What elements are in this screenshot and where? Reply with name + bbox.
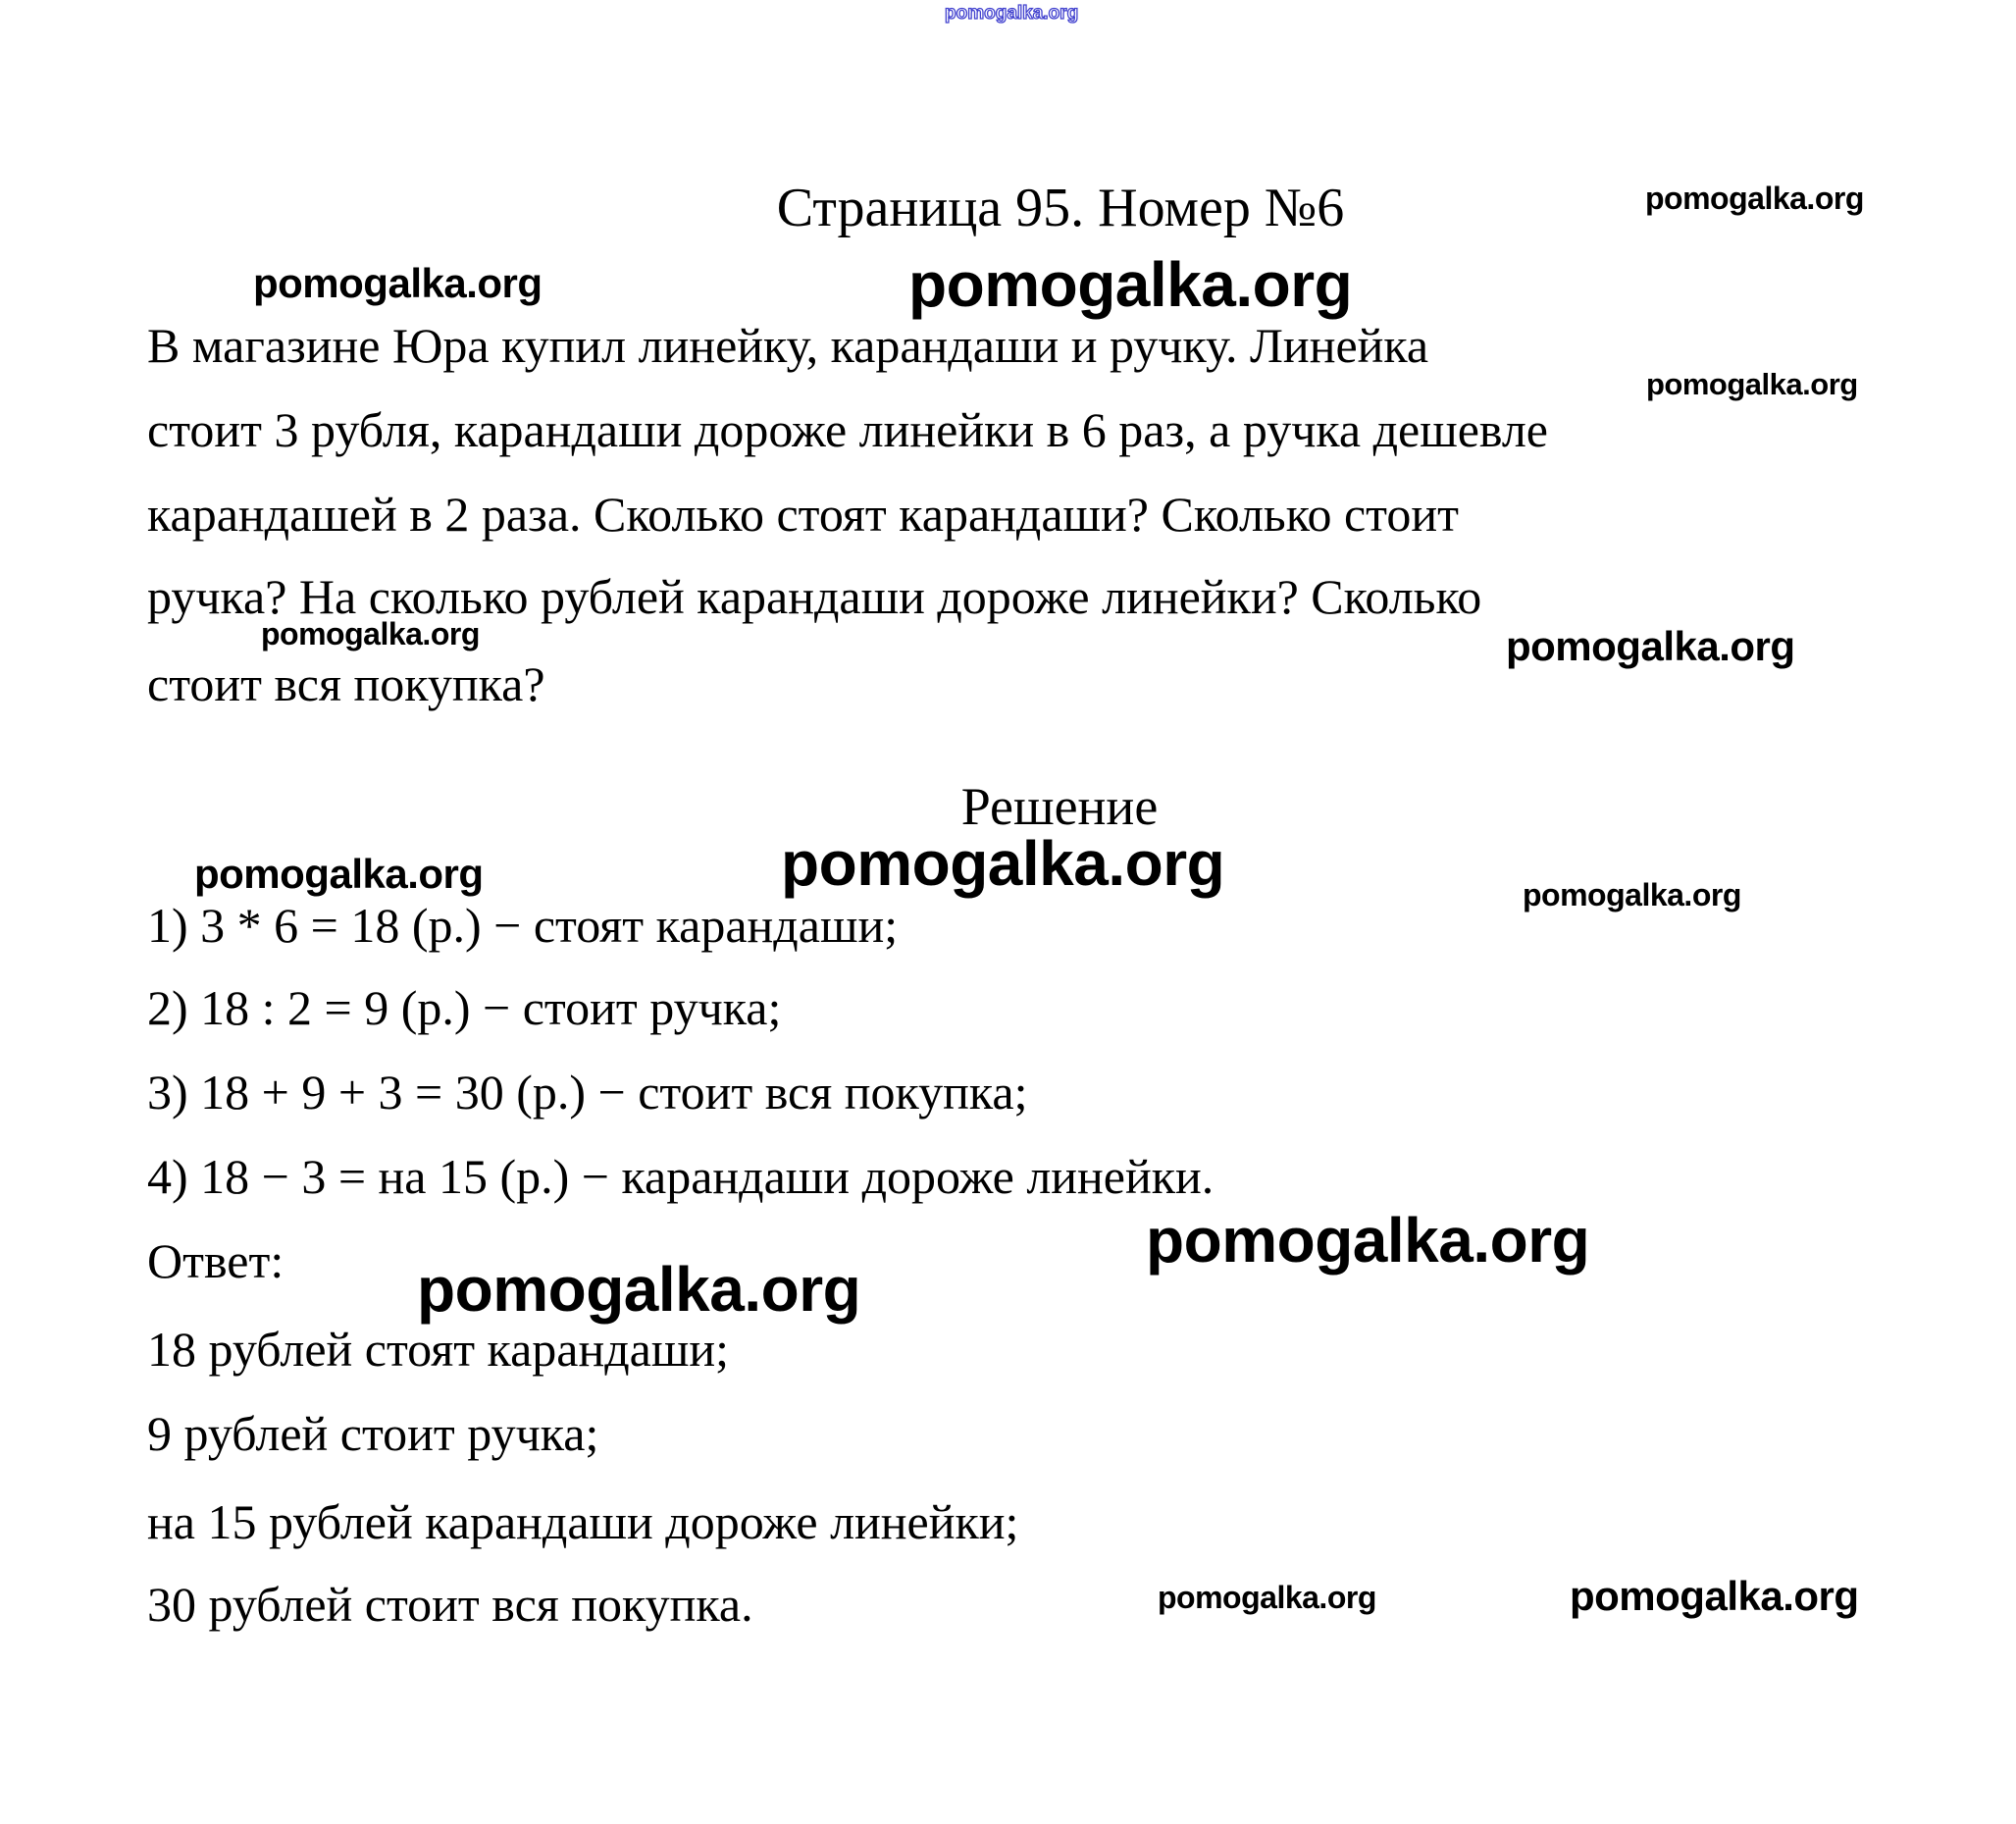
watermark-mid-right: pomogalka.org — [1506, 623, 1795, 669]
solution-heading: Решение — [960, 777, 1159, 836]
watermark-bottom-center: pomogalka.org — [1158, 1580, 1376, 1615]
solution-step-4: 4) 18 − 3 = на 15 (р.) − карандаши дороже линейки. — [147, 1149, 1215, 1204]
solution-step-3: 3) 18 + 9 + 3 = 30 (р.) − стоит вся покупка; — [147, 1065, 1028, 1120]
answer-line-3: на 15 рублей карандаши дороже линейки; — [147, 1494, 1019, 1549]
watermark-top-right: pomogalka.org — [1645, 181, 1864, 216]
watermark-solution-left: pomogalka.org — [194, 851, 484, 897]
watermark-top-center-blue: pomogalka.org — [945, 3, 1079, 24]
watermark-upper-left: pomogalka.org — [253, 260, 543, 306]
problem-line-3: карандашей в 2 раза. Сколько стоят карандаши? Сколько стоит — [147, 487, 1459, 542]
answer-label: Ответ: — [147, 1233, 284, 1288]
watermark-solution-center-large: pomogalka.org — [781, 828, 1225, 899]
problem-line-1: В магазине Юра купил линейку, карандаши и ручку. Линейка — [147, 318, 1429, 373]
watermark-answer-center-large: pomogalka.org — [417, 1254, 861, 1325]
watermark-upper-center-large: pomogalka.org — [908, 249, 1353, 320]
problem-line-4: ручка? На сколько рублей карандаши дороже линейки? Сколько — [147, 569, 1482, 624]
solution-step-2: 2) 18 : 2 = 9 (р.) − стоит ручка; — [147, 980, 782, 1035]
answer-line-4: 30 рублей стоит вся покупка. — [147, 1577, 753, 1632]
solution-step-1: 1) 3 * 6 = 18 (р.) − стоят карандаши; — [147, 898, 899, 953]
answer-line-1: 18 рублей стоят карандаши; — [147, 1322, 730, 1377]
page-title: Страница 95. Номер №6 — [776, 178, 1345, 238]
answer-line-2: 9 рублей стоит ручка; — [147, 1406, 599, 1461]
watermark-right-1: pomogalka.org — [1646, 367, 1858, 401]
problem-line-2: стоит 3 рубля, карандаши дороже линейки в 6 раз, а ручка дешевле — [147, 402, 1549, 457]
problem-line-5: стоит вся покупка? — [147, 656, 545, 711]
watermark-answer-right-large: pomogalka.org — [1146, 1205, 1590, 1276]
watermark-solution-right: pomogalka.org — [1523, 877, 1741, 912]
watermark-mid-left: pomogalka.org — [261, 616, 480, 651]
watermark-bottom-right: pomogalka.org — [1570, 1573, 1859, 1619]
